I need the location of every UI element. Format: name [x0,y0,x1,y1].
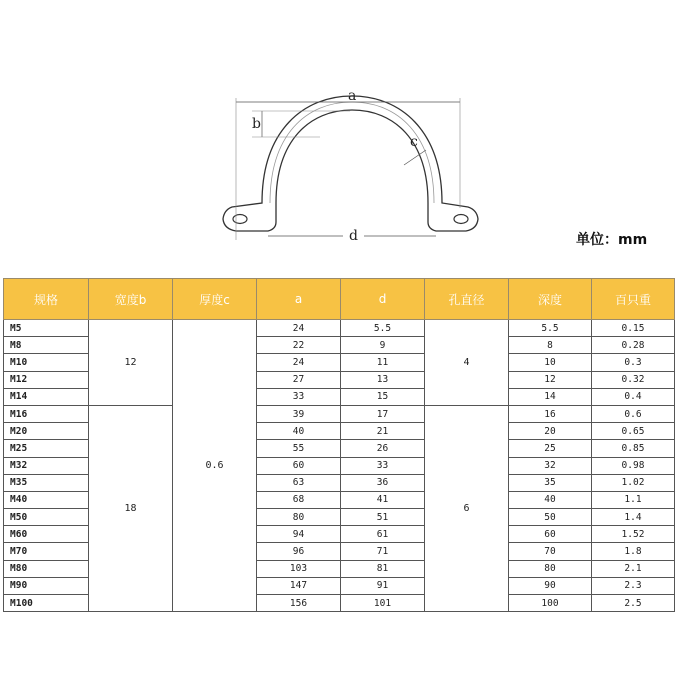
cell-spec: M5 [4,320,89,337]
cell-spec: M8 [4,337,89,354]
cell-a: 55 [257,440,341,457]
cell-a: 96 [257,543,341,560]
cell-a: 94 [257,526,341,543]
clamp-outline [223,96,478,231]
cell-spec: M35 [4,474,89,491]
cell-spec: M70 [4,543,89,560]
cell-a: 22 [257,337,341,354]
cell-depth: 35 [509,474,592,491]
cell-weight: 0.32 [592,371,675,388]
cell-spec: M80 [4,560,89,577]
cell-d: 21 [341,423,425,440]
cell-weight: 2.1 [592,560,675,577]
cell-weight: 1.4 [592,509,675,526]
cell-weight: 1.02 [592,474,675,491]
header-weight: 百只重 [592,279,675,320]
cell-weight: 2.5 [592,595,675,612]
header-spec: 规格 [4,279,89,320]
dim-d-label: d [349,228,358,244]
cell-a: 39 [257,405,341,422]
header-hole-diameter: 孔直径 [425,279,509,320]
cell-d: 13 [341,371,425,388]
cell-hole-diameter: 6 [425,405,509,611]
cell-a: 24 [257,354,341,371]
cell-weight: 0.28 [592,337,675,354]
cell-weight: 1.1 [592,491,675,508]
cell-spec: M14 [4,388,89,405]
cell-d: 11 [341,354,425,371]
cell-spec: M25 [4,440,89,457]
cell-d: 36 [341,474,425,491]
cell-depth: 5.5 [509,320,592,337]
header-thickness: 厚度c [173,279,257,320]
cell-width: 12 [89,320,173,406]
dim-b-label: b [252,116,261,132]
cell-d: 15 [341,388,425,405]
cell-spec: M90 [4,577,89,594]
cell-weight: 0.15 [592,320,675,337]
cell-a: 27 [257,371,341,388]
cell-a: 147 [257,577,341,594]
cell-spec: M16 [4,405,89,422]
cell-depth: 70 [509,543,592,560]
cell-width: 18 [89,405,173,611]
left-hole [233,215,247,224]
cell-a: 40 [257,423,341,440]
cell-d: 5.5 [341,320,425,337]
header-d: d [341,279,425,320]
table-row [4,320,675,337]
cell-a: 63 [257,474,341,491]
cell-d: 9 [341,337,425,354]
cell-weight: 0.65 [592,423,675,440]
table-row [4,405,675,422]
cell-d: 26 [341,440,425,457]
cell-weight: 1.52 [592,526,675,543]
dim-c-label: c [410,134,418,150]
table-body [4,320,675,612]
cell-depth: 50 [509,509,592,526]
cell-depth: 25 [509,440,592,457]
cell-d: 91 [341,577,425,594]
cell-a: 80 [257,509,341,526]
header-width: 宽度b [89,279,173,320]
cell-d: 33 [341,457,425,474]
cell-depth: 80 [509,560,592,577]
cell-d: 17 [341,405,425,422]
cell-thickness: 0.6 [173,320,257,612]
cell-spec: M10 [4,354,89,371]
cell-spec: M32 [4,457,89,474]
cell-depth: 40 [509,491,592,508]
cell-a: 24 [257,320,341,337]
cell-d: 51 [341,509,425,526]
cell-spec: M100 [4,595,89,612]
cell-weight: 0.85 [592,440,675,457]
unit-label: 单位：mm [576,232,648,248]
cell-depth: 90 [509,577,592,594]
header-depth: 深度 [509,279,592,320]
cell-depth: 16 [509,405,592,422]
cell-weight: 0.4 [592,388,675,405]
cell-d: 71 [341,543,425,560]
cell-depth: 32 [509,457,592,474]
cell-depth: 20 [509,423,592,440]
cell-d: 81 [341,560,425,577]
table-header-row [4,279,675,320]
cell-spec: M60 [4,526,89,543]
cell-depth: 10 [509,354,592,371]
right-hole [454,215,468,224]
cell-a: 103 [257,560,341,577]
cell-weight: 2.3 [592,577,675,594]
cell-depth: 14 [509,388,592,405]
cell-spec: M12 [4,371,89,388]
cell-weight: 1.8 [592,543,675,560]
dim-a-label: a [348,88,357,104]
cell-a: 33 [257,388,341,405]
cell-a: 60 [257,457,341,474]
cell-spec: M40 [4,491,89,508]
cell-depth: 60 [509,526,592,543]
cell-d: 61 [341,526,425,543]
cell-weight: 0.6 [592,405,675,422]
cell-depth: 12 [509,371,592,388]
cell-weight: 0.98 [592,457,675,474]
cell-depth: 8 [509,337,592,354]
cell-a: 68 [257,491,341,508]
cell-a: 156 [257,595,341,612]
cell-weight: 0.3 [592,354,675,371]
cell-depth: 100 [509,595,592,612]
cell-d: 41 [341,491,425,508]
header-a: a [257,279,341,320]
cell-spec: M50 [4,509,89,526]
spec-table [3,278,675,612]
cell-spec: M20 [4,423,89,440]
cell-hole-diameter: 4 [425,320,509,406]
cell-d: 101 [341,595,425,612]
